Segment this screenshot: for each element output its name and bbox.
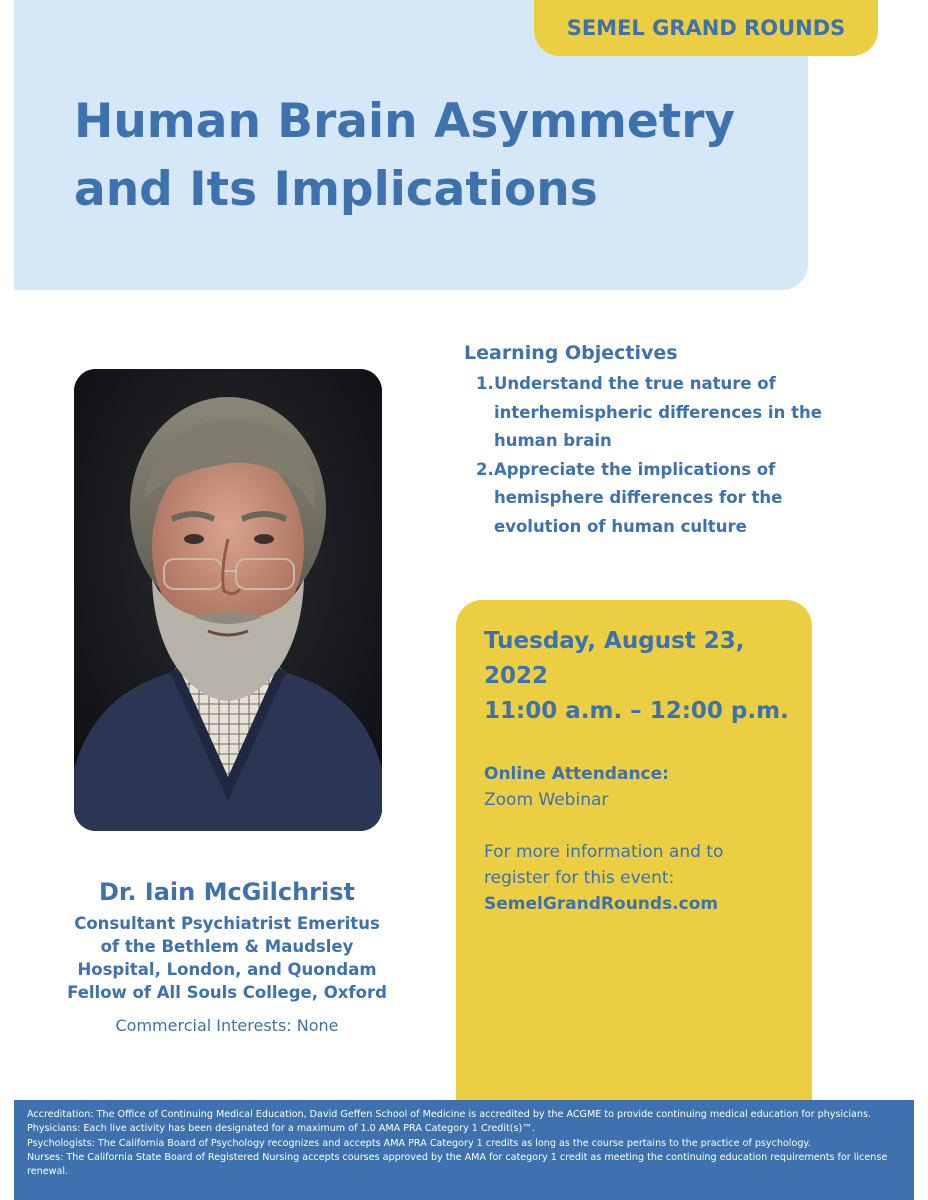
speaker-title-line: Hospital, London, and Quondam — [77, 960, 377, 979]
speaker-photo — [74, 369, 382, 831]
learning-objectives — [464, 338, 884, 542]
attendance-label: Online Attendance: — [484, 764, 669, 784]
objective-line: evolution of human culture — [494, 516, 747, 536]
event-date: Tuesday, August 23, 2022 — [484, 628, 745, 689]
website-link[interactable]: SemelGrandRounds.com — [484, 894, 719, 914]
footer-line: renewal. — [27, 1166, 69, 1178]
speaker-info — [40, 872, 414, 1038]
speaker-name: Dr. Iain McGilchrist — [99, 878, 355, 906]
footer-line: Psychologists: The California Board of Psychology recognizes and accepts AMA PRA Category 1 credits as long as the course pertains to the practice of psychology. — [27, 1137, 811, 1149]
objectives-list — [464, 370, 884, 542]
footer-line: Accreditation: The Office of Continuing Medical Education, David Geffen School of Medicine is accredited by the ACGME to provide continuing medical education for physicians. — [27, 1109, 872, 1120]
objective-line: interhemispheric differences in the — [494, 402, 822, 422]
objective-number: 2. — [476, 459, 494, 479]
commercial-interests: Commercial Interests: None — [115, 1016, 339, 1035]
speaker-title-line: of the Bethlem & Maudsley — [100, 937, 354, 956]
objective-line: human brain — [494, 431, 612, 451]
title-line-1: Human Brain Asymmetry — [74, 94, 736, 149]
objective-number: 1. — [476, 374, 494, 393]
series-label: SEMEL GRAND ROUNDS — [566, 16, 846, 40]
event-time: 11:00 a.m. – 12:00 p.m. — [484, 698, 789, 724]
title-line-2: and Its Implications — [74, 162, 598, 217]
page-title — [74, 88, 794, 224]
footer-line: Nurses: The California State Board of Registered Nursing accepts courses approved by the AMA for category 1 credit as meeting the continuing education requirements for license — [27, 1151, 888, 1163]
more-info-line: register for this event: — [484, 868, 675, 888]
speaker-title — [40, 912, 414, 1004]
objective-line: Understand the true nature of — [494, 374, 776, 393]
objective-line: hemisphere differences for the — [494, 488, 783, 508]
footer-line: Physicians: Each live activity has been designated for a maximum of 1.0 AMA PRA Category 1 Credit(s)™. — [27, 1123, 535, 1135]
list-item — [464, 370, 884, 456]
more-info-line: For more information and to — [484, 842, 724, 862]
objective-line: Appreciate the implications of — [494, 459, 776, 479]
speaker-portrait-image — [74, 369, 382, 831]
objectives-heading: Learning Objectives — [464, 342, 678, 364]
speaker-title-line: Fellow of All Souls College, Oxford — [67, 983, 387, 1002]
list-item — [464, 456, 884, 542]
attendance-value: Zoom Webinar — [484, 790, 609, 810]
speaker-title-line: Consultant Psychiatrist Emeritus — [74, 914, 380, 933]
more-info-text — [484, 839, 804, 891]
accreditation-footer — [14, 1100, 914, 1200]
series-badge — [534, 0, 878, 56]
